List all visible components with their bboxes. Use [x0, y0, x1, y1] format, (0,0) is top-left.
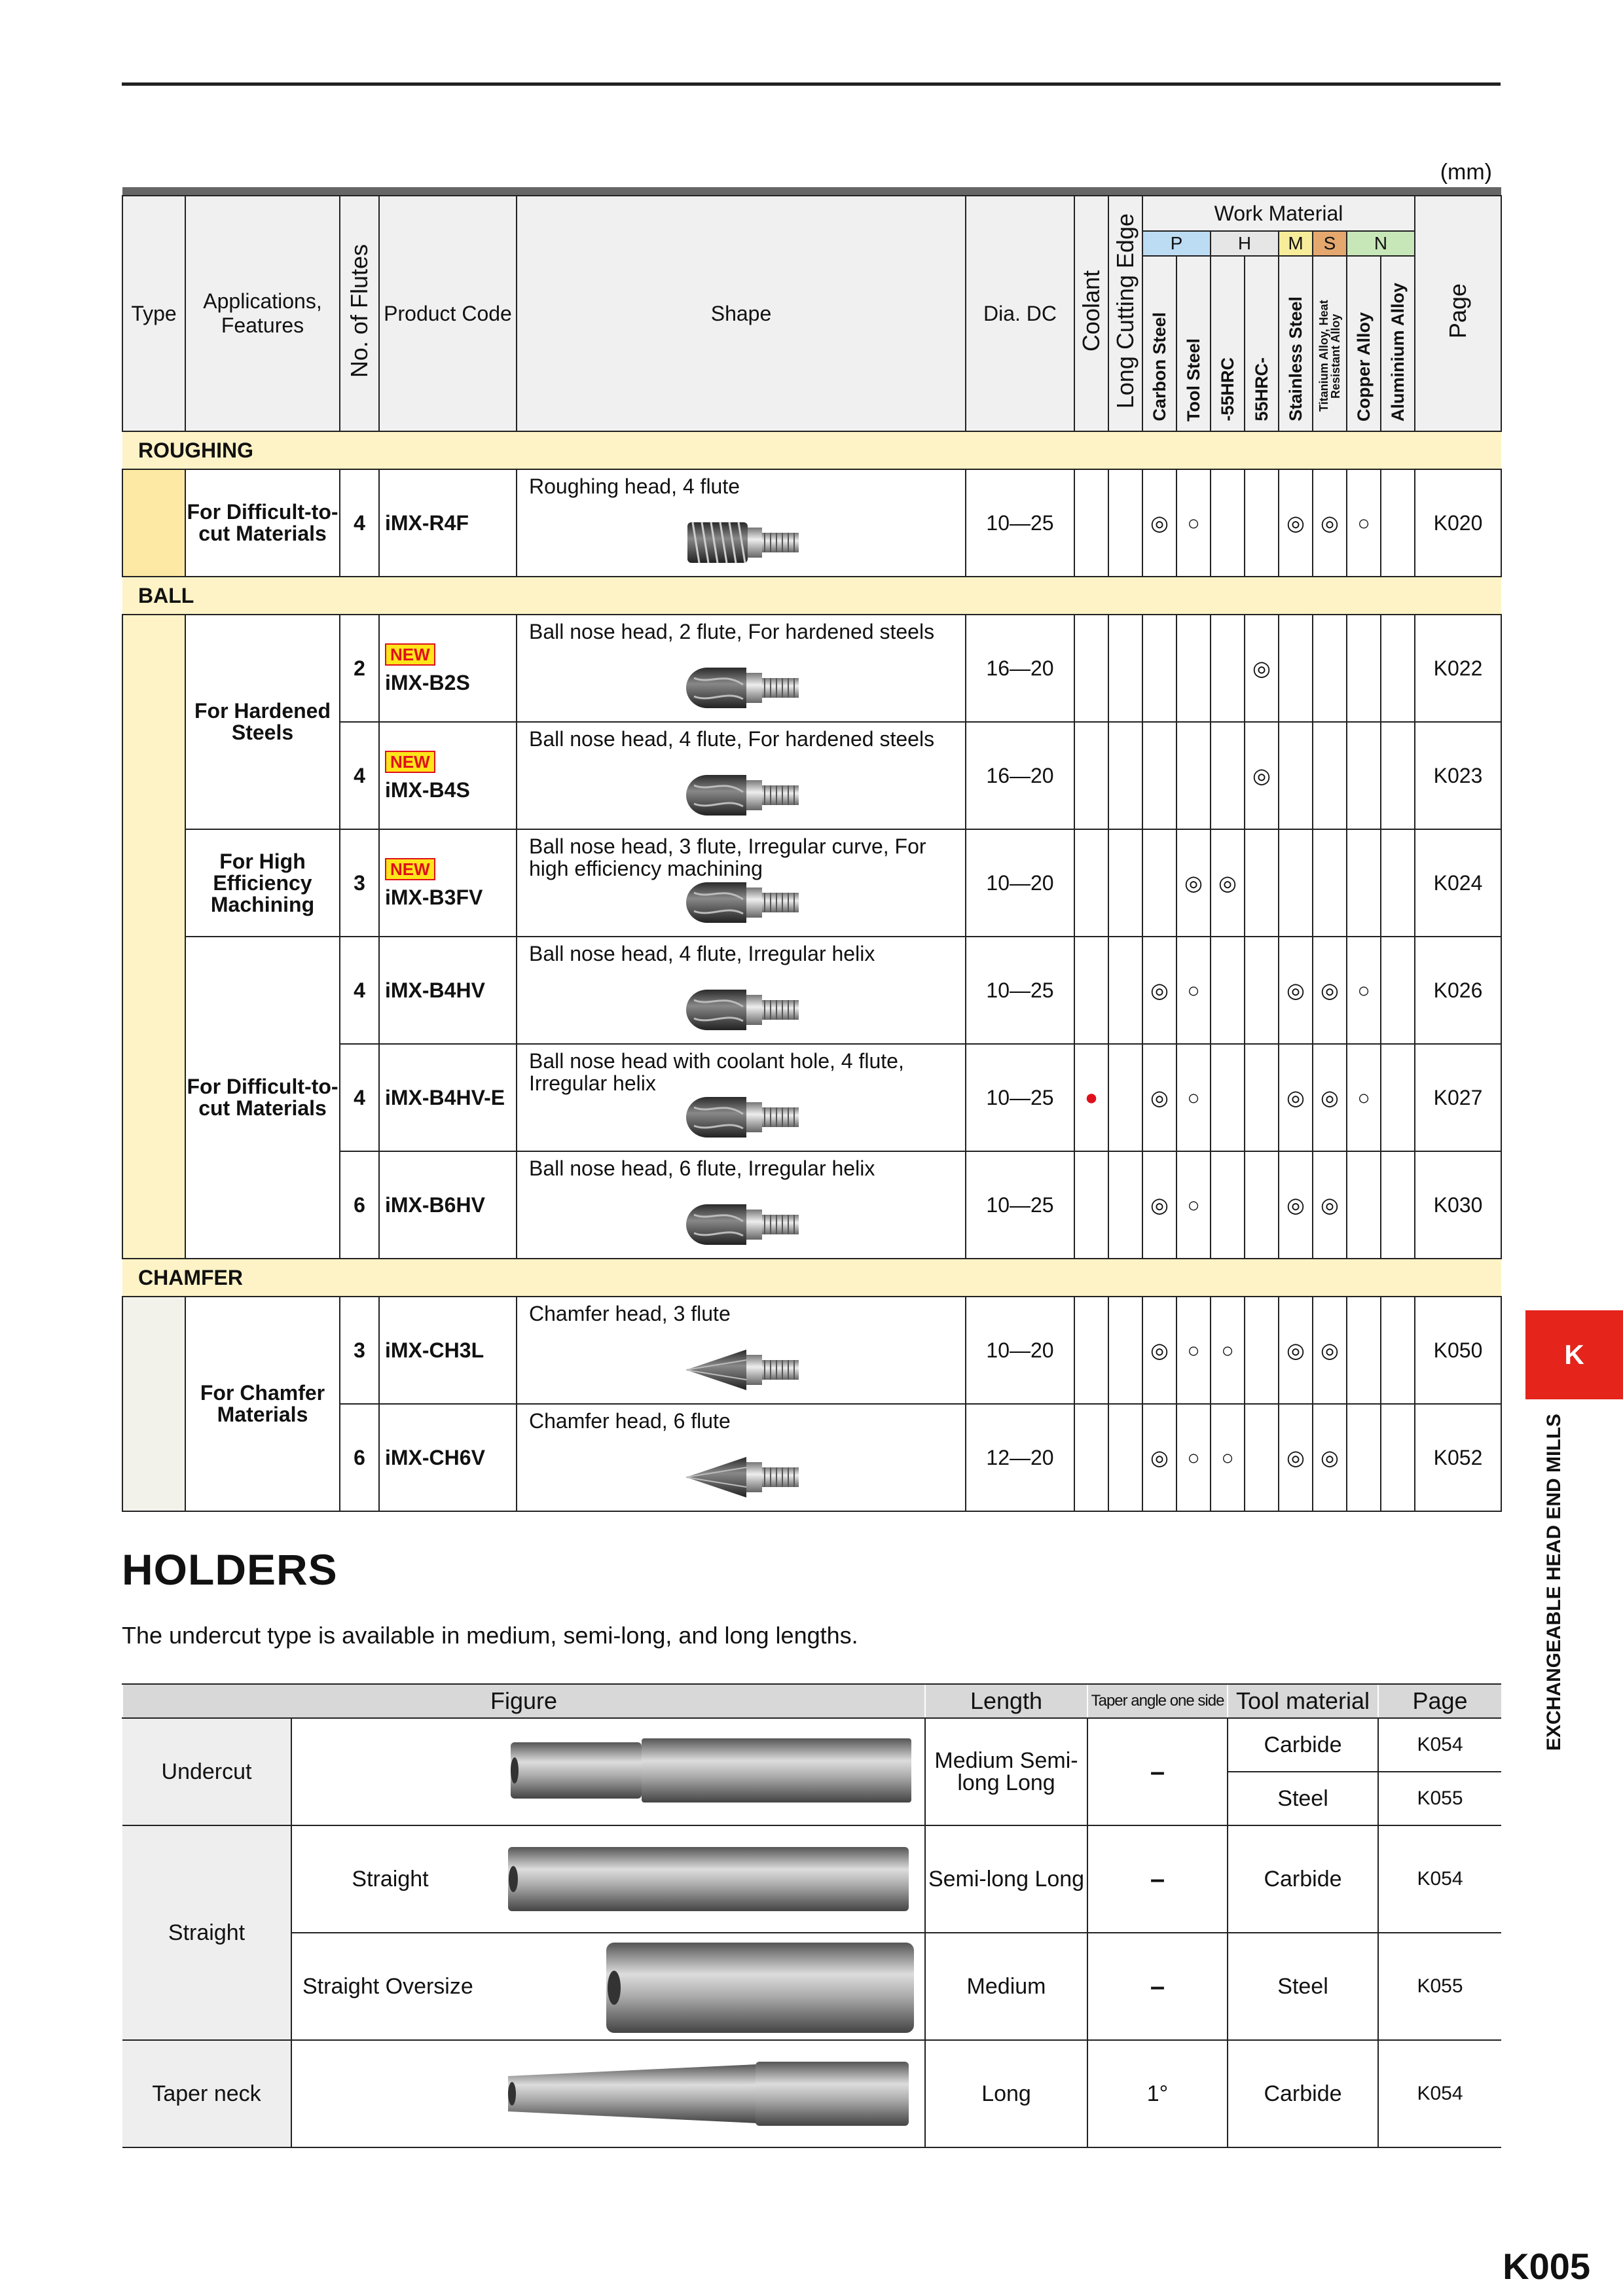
page-ref: K050 — [1415, 1297, 1501, 1404]
table-row — [122, 615, 1501, 722]
material-mark: ○ — [1176, 1044, 1211, 1151]
material-mark: ◎ — [1142, 1151, 1176, 1259]
shape-description: Ball nose head, 6 flute, Irregular helix — [529, 1157, 875, 1180]
undercut-material-carbide: Carbide — [1228, 1718, 1378, 1772]
material-mark: ◎ — [1176, 829, 1211, 937]
long-edge-cell — [1108, 937, 1142, 1044]
material-mark — [1313, 615, 1347, 722]
unit-label: (mm) — [1440, 160, 1492, 185]
new-badge: NEW — [385, 858, 435, 880]
shape-description: Chamfer head, 6 flute — [529, 1409, 731, 1433]
material-mark: ◎ — [1313, 1404, 1347, 1511]
material-mark — [1381, 937, 1415, 1044]
material-mark — [1347, 1151, 1381, 1259]
straight-oversize-label: Straight Oversize — [302, 1974, 473, 1999]
tool-head-image — [681, 1195, 812, 1254]
hdr-coolant: Coolant — [1074, 196, 1108, 431]
material-mark — [1142, 615, 1176, 722]
application-cell: For Difficult-to-cut Materials — [185, 937, 340, 1259]
material-mark — [1142, 829, 1176, 937]
product-code-cell — [379, 1404, 517, 1511]
shape-description: Ball nose head, 2 flute, For hardened steels — [529, 620, 935, 643]
long-edge-cell — [1108, 469, 1142, 577]
product-code: iMX-B4HV-E — [385, 1085, 505, 1109]
material-mark: ◎ — [1313, 1297, 1347, 1404]
shape-cell — [517, 1297, 966, 1404]
material-mark — [1347, 722, 1381, 829]
material-mark — [1279, 829, 1313, 937]
material-mark — [1381, 1044, 1415, 1151]
hh-figure: Figure — [122, 1684, 925, 1718]
product-code-cell — [379, 615, 517, 722]
coolant-cell — [1074, 829, 1108, 937]
straight-page: K054 — [1378, 1825, 1501, 1933]
material-mark — [1211, 1044, 1245, 1151]
material-mark — [1211, 722, 1245, 829]
page-ref: K052 — [1415, 1404, 1501, 1511]
section-chamfer: CHAMFER — [122, 1259, 1501, 1297]
holder-figure-taper-neck — [291, 2040, 925, 2147]
page-ref: K027 — [1415, 1044, 1501, 1151]
undercut-taper: – — [1087, 1718, 1228, 1825]
tool-head-image — [681, 1088, 812, 1147]
product-code: iMX-CH6V — [385, 1445, 485, 1469]
group-n: N — [1347, 231, 1415, 256]
product-code-cell — [379, 469, 517, 577]
material-mark — [1381, 829, 1415, 937]
flutes-cell: 4 — [340, 469, 379, 577]
material-mark — [1211, 469, 1245, 577]
material-mark: ○ — [1347, 1044, 1381, 1151]
material-mark — [1176, 722, 1211, 829]
material-mark: ○ — [1211, 1404, 1245, 1511]
shape-description: Ball nose head, 4 flute, Irregular helix — [529, 942, 875, 965]
long-edge-cell — [1108, 1404, 1142, 1511]
coolant-dot: ● — [1084, 1085, 1099, 1110]
material-mark: ○ — [1176, 1297, 1211, 1404]
material-mark: ◎ — [1279, 1404, 1313, 1511]
shape-cell — [517, 937, 966, 1044]
holder-type-undercut: Undercut — [122, 1718, 291, 1825]
table-row — [122, 469, 1501, 577]
application-cell: For Chamfer Materials — [185, 1297, 340, 1511]
material-mark: ◎ — [1279, 469, 1313, 577]
tool-head-image — [681, 658, 812, 717]
material-mark — [1381, 1404, 1415, 1511]
material-mark: ○ — [1176, 469, 1211, 577]
section-ball: BALL — [122, 577, 1501, 615]
material-mark: ○ — [1176, 1404, 1211, 1511]
shape-cell — [517, 1151, 966, 1259]
straight-oversize-holder-image — [606, 1939, 921, 2037]
material-mark: ◎ — [1279, 1044, 1313, 1151]
coolant-cell — [1074, 937, 1108, 1044]
shape-cell — [517, 1044, 966, 1151]
hdr-dia: Dia. DC — [966, 196, 1074, 431]
product-code-cell — [379, 1297, 517, 1404]
coolant-cell — [1074, 469, 1108, 577]
tool-head-image — [681, 1448, 812, 1507]
holder-figure-straight-oversize — [291, 1933, 925, 2040]
dia-cell: 10—25 — [966, 1151, 1074, 1259]
material-mark: ◎ — [1279, 1297, 1313, 1404]
application-cell: For High Efficiency Machining — [185, 829, 340, 937]
hdr-work-material: Work Material — [1142, 196, 1415, 231]
product-code: iMX-B3FV — [385, 886, 483, 909]
group-h: H — [1211, 231, 1279, 256]
material-mark — [1176, 615, 1211, 722]
shape-description: Ball nose head, 4 flute, For hardened steels — [529, 727, 935, 751]
hdr-material-6: Copper Alloy — [1347, 256, 1381, 431]
straight-oversize-page: K055 — [1378, 1933, 1501, 2040]
hdr-material-0: Carbon Steel — [1142, 256, 1176, 431]
hdr-page: Page — [1415, 196, 1501, 431]
tool-head-image — [681, 873, 812, 932]
coolant-cell — [1074, 722, 1108, 829]
material-mark — [1245, 469, 1279, 577]
page-ref: K023 — [1415, 722, 1501, 829]
hdr-applications: Applications, Features — [185, 196, 340, 431]
shape-description: Chamfer head, 3 flute — [529, 1302, 731, 1325]
hdr-shape: Shape — [517, 196, 966, 431]
type-column — [122, 469, 185, 577]
material-mark — [1381, 615, 1415, 722]
holder-figure-straight — [291, 1825, 925, 1933]
material-mark — [1211, 937, 1245, 1044]
holders-table — [122, 1683, 1501, 2148]
header-top-bar — [122, 187, 1501, 196]
material-mark: ◎ — [1142, 469, 1176, 577]
flutes-cell: 4 — [340, 937, 379, 1044]
material-mark — [1381, 1297, 1415, 1404]
product-code: iMX-B6HV — [385, 1193, 485, 1217]
flutes-cell: 4 — [340, 722, 379, 829]
dia-cell: 10—20 — [966, 829, 1074, 937]
shape-description: Roughing head, 4 flute — [529, 475, 740, 498]
dia-cell: 10—25 — [966, 937, 1074, 1044]
hh-taper: Taper angle one side — [1087, 1684, 1228, 1718]
application-cell: For Difficult-to-cut Materials — [185, 469, 340, 577]
hh-page: Page — [1378, 1684, 1501, 1718]
material-mark — [1347, 1404, 1381, 1511]
product-code: iMX-CH3L — [385, 1338, 484, 1362]
dia-cell: 10—25 — [966, 469, 1074, 577]
taper-neck-length: Long — [925, 2040, 1087, 2147]
coolant-cell — [1074, 1044, 1108, 1151]
straight-holder-image — [508, 1840, 914, 1919]
product-code: iMX-R4F — [385, 511, 469, 535]
straight-oversize-length: Medium — [925, 1933, 1087, 2040]
material-mark: ◎ — [1142, 1404, 1176, 1511]
undercut-holder-image — [511, 1728, 917, 1813]
holders-title: HOLDERS — [122, 1545, 338, 1594]
coolant-cell — [1074, 1404, 1108, 1511]
tool-head-image — [681, 1340, 812, 1399]
hdr-material-7: Aluminium Alloy — [1381, 256, 1415, 431]
product-code-cell — [379, 937, 517, 1044]
dia-cell: 10—25 — [966, 1044, 1074, 1151]
dia-cell: 10—20 — [966, 1297, 1074, 1404]
tool-head-image — [681, 513, 812, 572]
undercut-material-steel: Steel — [1228, 1772, 1378, 1825]
material-mark — [1347, 1297, 1381, 1404]
hdr-material-3: 55HRC- — [1245, 256, 1279, 431]
coolant-cell — [1074, 1151, 1108, 1259]
material-mark: ○ — [1176, 937, 1211, 1044]
group-m: M — [1279, 231, 1313, 256]
flutes-cell: 3 — [340, 1297, 379, 1404]
product-code: iMX-B4S — [385, 778, 470, 802]
long-edge-cell — [1108, 829, 1142, 937]
page-ref: K020 — [1415, 469, 1501, 577]
page-ref: K024 — [1415, 829, 1501, 937]
material-mark — [1245, 1404, 1279, 1511]
shape-cell — [517, 615, 966, 722]
product-code: iMX-B2S — [385, 671, 470, 694]
hdr-material-1: Tool Steel — [1176, 256, 1211, 431]
material-mark: ◎ — [1245, 615, 1279, 722]
hh-length: Length — [925, 1684, 1087, 1718]
hdr-product-code: Product Code — [379, 196, 517, 431]
shape-cell — [517, 469, 966, 577]
hdr-material-2: -55HRC — [1211, 256, 1245, 431]
hdr-material-5: Titanium Alloy, Heat Resistant Alloy — [1313, 256, 1347, 431]
shape-description: Ball nose head with coolant hole, 4 flute, Irregular helix — [529, 1049, 904, 1095]
coolant-cell — [1074, 615, 1108, 722]
tool-head-image — [681, 766, 812, 825]
holder-type-taper-neck: Taper neck — [122, 2040, 291, 2147]
material-mark — [1245, 1151, 1279, 1259]
taper-neck-page: K054 — [1378, 2040, 1501, 2147]
material-mark — [1245, 1044, 1279, 1151]
hdr-type: Type — [122, 196, 185, 431]
straight-material: Carbide — [1228, 1825, 1378, 1933]
product-code-cell — [379, 722, 517, 829]
page-ref: K022 — [1415, 615, 1501, 722]
straight-oversize-taper: – — [1087, 1933, 1228, 2040]
material-mark: ◎ — [1211, 829, 1245, 937]
material-mark: ◎ — [1142, 1044, 1176, 1151]
shape-cell — [517, 829, 966, 937]
undercut-length: Medium Semi-long Long — [925, 1718, 1087, 1825]
page-ref: K026 — [1415, 937, 1501, 1044]
straight-sub-label: Straight — [352, 1867, 429, 1892]
hdr-flutes: No. of Flutes — [340, 196, 379, 431]
material-mark — [1279, 722, 1313, 829]
holders-subtitle: The undercut type is available in medium, semi-long, and long lengths. — [122, 1622, 858, 1649]
product-code-cell — [379, 1151, 517, 1259]
long-edge-cell — [1108, 1151, 1142, 1259]
dia-cell: 16—20 — [966, 615, 1074, 722]
new-badge: NEW — [385, 751, 435, 773]
material-mark: ◎ — [1313, 1044, 1347, 1151]
table-row — [122, 937, 1501, 1044]
group-p: P — [1142, 231, 1211, 256]
material-mark — [1381, 722, 1415, 829]
material-mark: ◎ — [1142, 1297, 1176, 1404]
material-mark: ○ — [1347, 937, 1381, 1044]
material-mark — [1245, 1297, 1279, 1404]
material-mark: ◎ — [1142, 937, 1176, 1044]
material-mark: ○ — [1347, 469, 1381, 577]
hdr-long-edge: Long Cutting Edge — [1108, 196, 1142, 431]
material-mark — [1211, 615, 1245, 722]
long-edge-cell — [1108, 722, 1142, 829]
product-code-cell — [379, 829, 517, 937]
new-badge: NEW — [385, 643, 435, 666]
dia-cell: 16—20 — [966, 722, 1074, 829]
undercut-page-steel: K055 — [1378, 1772, 1501, 1825]
shape-cell — [517, 1404, 966, 1511]
product-table — [122, 187, 1502, 1512]
holder-figure-undercut — [291, 1718, 925, 1825]
taper-neck-holder-image — [508, 2055, 914, 2134]
shape-description: Ball nose head, 3 flute, Irregular curve, For high efficiency machining — [529, 834, 926, 880]
coolant-cell — [1074, 1297, 1108, 1404]
material-mark: ○ — [1176, 1151, 1211, 1259]
type-column — [122, 615, 185, 1259]
hdr-material-4: Stainless Steel — [1279, 256, 1313, 431]
page-number: K005 — [1503, 2246, 1590, 2287]
table-row — [122, 829, 1501, 937]
top-rule — [122, 82, 1501, 86]
shape-cell — [517, 722, 966, 829]
material-mark — [1245, 937, 1279, 1044]
material-mark: ◎ — [1313, 937, 1347, 1044]
group-s: S — [1313, 231, 1347, 256]
material-mark: ○ — [1211, 1297, 1245, 1404]
straight-taper: – — [1087, 1825, 1228, 1933]
product-code: iMX-B4HV — [385, 978, 485, 1002]
long-edge-cell — [1108, 615, 1142, 722]
flutes-cell: 6 — [340, 1151, 379, 1259]
material-mark — [1313, 722, 1347, 829]
taper-neck-taper: 1° — [1087, 2040, 1228, 2147]
flutes-cell: 3 — [340, 829, 379, 937]
material-mark: ◎ — [1279, 1151, 1313, 1259]
type-column — [122, 1297, 185, 1511]
holder-type-straight: Straight — [122, 1825, 291, 2040]
section-roughing: ROUGHING — [122, 431, 1501, 469]
dia-cell: 12—20 — [966, 1404, 1074, 1511]
flutes-cell: 4 — [340, 1044, 379, 1151]
product-code-cell — [379, 1044, 517, 1151]
long-edge-cell — [1108, 1297, 1142, 1404]
long-edge-cell — [1108, 1044, 1142, 1151]
material-mark — [1211, 1151, 1245, 1259]
section-tab-k: K — [1525, 1310, 1623, 1399]
table-row — [122, 1297, 1501, 1404]
flutes-cell: 2 — [340, 615, 379, 722]
page-ref: K030 — [1415, 1151, 1501, 1259]
material-mark — [1347, 829, 1381, 937]
straight-length: Semi-long Long — [925, 1825, 1087, 1933]
application-cell: For Hardened Steels — [185, 615, 340, 829]
straight-oversize-material: Steel — [1228, 1933, 1378, 2040]
material-mark — [1279, 615, 1313, 722]
side-section-title: EXCHANGEABLE HEAD END MILLS — [1543, 1414, 1565, 1751]
tool-head-image — [681, 980, 812, 1039]
taper-neck-material: Carbide — [1228, 2040, 1378, 2147]
undercut-page-carbide: K054 — [1378, 1718, 1501, 1772]
material-mark — [1313, 829, 1347, 937]
material-mark — [1381, 1151, 1415, 1259]
material-mark — [1142, 722, 1176, 829]
material-mark — [1245, 829, 1279, 937]
flutes-cell: 6 — [340, 1404, 379, 1511]
material-mark: ◎ — [1313, 469, 1347, 577]
material-mark — [1347, 615, 1381, 722]
hh-tool-material: Tool material — [1228, 1684, 1378, 1718]
material-mark: ◎ — [1245, 722, 1279, 829]
material-mark — [1381, 469, 1415, 577]
material-mark: ◎ — [1313, 1151, 1347, 1259]
material-mark: ◎ — [1279, 937, 1313, 1044]
